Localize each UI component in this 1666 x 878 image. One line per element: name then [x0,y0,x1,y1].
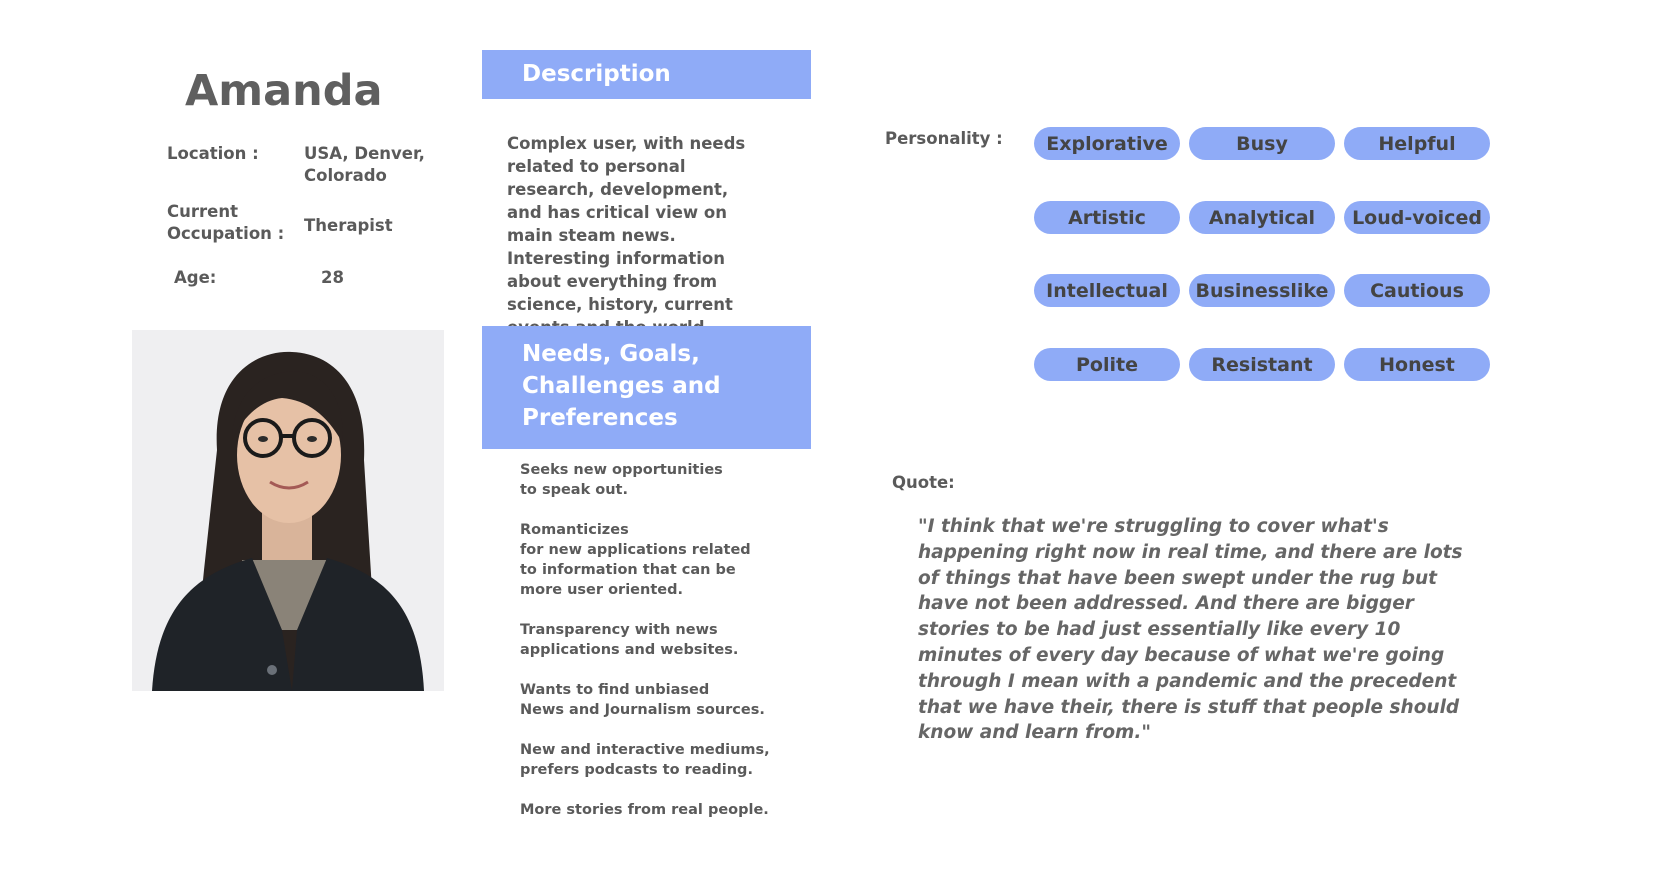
trait-pill: Artistic [1034,201,1180,234]
needs-heading: Needs, Goals, Challenges and Preferences [522,341,721,431]
age-value: 28 [321,268,344,287]
age-label: Age: [174,268,217,287]
needs-item: Romanticizes for new applications related to information that can be more user oriented. [520,522,751,598]
trait-pill: Explorative [1034,127,1180,160]
trait-pill: Loud-voiced [1344,201,1490,234]
needs-list [520,460,770,840]
occupation-value: Therapist [304,216,393,235]
location-label: Location : [167,144,259,163]
needs-header [482,326,811,449]
description-header [482,50,811,99]
location-value: USA, Denver, Colorado [304,144,425,185]
trait-pill: Helpful [1344,127,1490,160]
trait-pill: Intellectual [1034,274,1180,307]
trait-pill: Honest [1344,348,1490,381]
trait-pill: Busy [1189,127,1335,160]
needs-item: Transparency with news applications and websites. [520,622,739,658]
portrait-illustration [132,330,444,691]
trait-pill: Cautious [1344,274,1490,307]
trait-pill: Polite [1034,348,1180,381]
needs-item: New and interactive mediums, prefers podcasts to reading. [520,742,770,778]
trait-pill: Analytical [1189,201,1335,234]
persona-photo [132,330,444,691]
quote-label: Quote: [892,473,955,492]
needs-item: Wants to find unbiased News and Journalism sources. [520,682,765,718]
description-text: Complex user, with needs related to personal research, development, and has critical view on main steam news. Interesting information about everything from science, history, current [507,134,746,314]
needs-item: Seeks new opportunities to speak out. [520,462,723,498]
quote-text: "I think that we're struggling to cover what's happening right now in real time, and there are lots of things that have been swept under the rug but have not been addressed. And there are bigger stories to be had just essentially like every 10 minutes of every day because of what we're going through I mean with a pandemic and the precedent that we have their, there is stuff that people should know and learn from." [918,516,1463,744]
description-heading: Description [522,61,671,87]
occupation-label: Current Occupation : [167,202,285,243]
personality-label: Personality : [885,129,1003,148]
needs-item: More stories from real people. [520,802,769,818]
trait-pill: Businesslike [1189,274,1335,307]
trait-pill: Resistant [1189,348,1335,381]
persona-name: Amanda [185,66,383,116]
